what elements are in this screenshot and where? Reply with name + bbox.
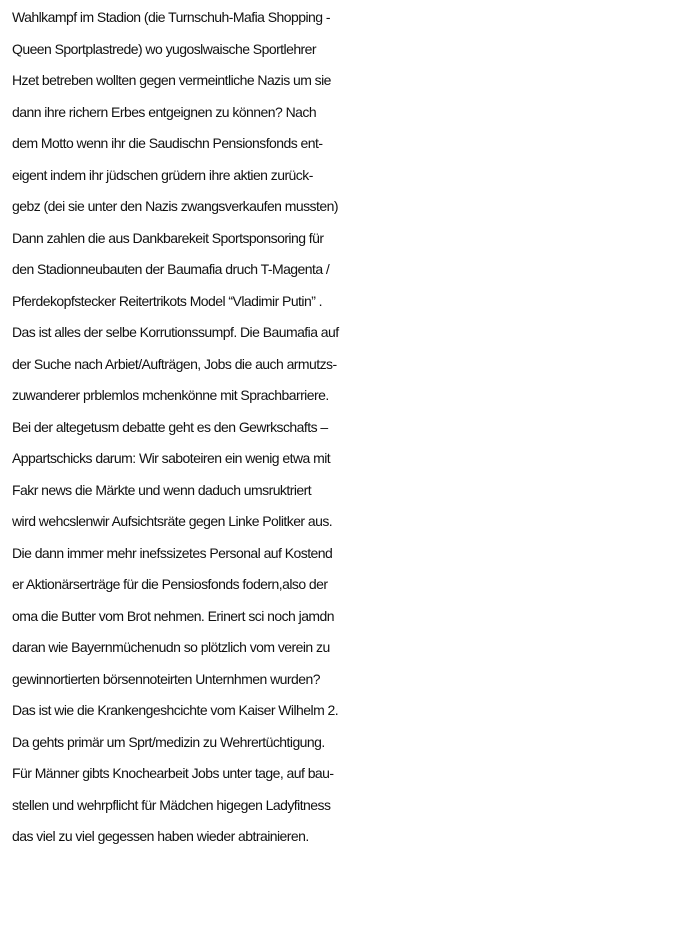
text-line: Appartschicks darum: Wir saboteiren ein wenig etwa mit: [12, 450, 331, 466]
text-line: eigent indem ihr jüdschen grüdern ihre aktien zurück-: [12, 166, 313, 183]
text-line: oma die Butter vom Brot nehmen. Erinert sci noch jamdn: [12, 607, 335, 624]
text-line: stellen und wehrpflicht für Mädchen higegen Ladyfitness: [12, 796, 331, 813]
text-line: Fakr news die Märkte und wenn daduch umsruktriert: [12, 481, 312, 498]
text-line: Da gehts primär um Sprt/medizin zu Wehrertüchtigung.: [12, 733, 325, 750]
text-line: dann ihre richern Erbes entgeignen zu können? Nach: [12, 103, 317, 120]
text-line: wird wehcslenwir Aufsichtsräte gegen Linke Politker aus.: [12, 513, 333, 529]
text-line: den Stadionneubauten der Baumafia druch T-Magenta /: [12, 261, 330, 277]
text-line: das viel zu viel gegessen haben wieder abtrainieren.: [12, 828, 309, 844]
text-line: Das ist alles der selbe Korrutionssumpf. Die Baumafia auf: [12, 324, 339, 340]
body-text: [12, 2, 680, 853]
text-line: Dann zahlen die aus Dankbarekeit Sportsponsoring für: [12, 229, 324, 246]
text-line: Wahlkampf im Stadion (die Turnschuh-Mafia Shopping -: [12, 9, 330, 25]
text-line: Queen Sportplastrede) wo yugoslwaische Sportlehrer: [12, 40, 317, 57]
text-line: Pferdekopfstecker Reitertrikots Model “Vladimir Putin” .: [12, 292, 322, 309]
text-line: Bei der altegetusm debatte geht es den Gewrkschafts –: [12, 418, 328, 435]
text-line: dem Motto wenn ihr die Saudischn Pensionsfonds ent-: [12, 135, 323, 151]
text-line: er Aktionärserträge für die Pensiosfonds fodern,also der: [12, 576, 328, 592]
text-line: daran wie Bayernmüchenudn so plötzlich vom verein zu: [12, 639, 330, 655]
text-line: der Suche nach Arbiet/Aufträgen, Jobs die auch armutzs-: [12, 355, 337, 372]
text-line: gebz (dei sie unter den Nazis zwangsverkaufen mussten): [12, 198, 338, 214]
text-line: Hzet betreben wollten gegen vermeintliche Nazis um sie: [12, 72, 331, 88]
text-line: Das ist wie die Krankengeshcichte vom Kaiser Wilhelm 2.: [12, 702, 339, 718]
text-line: Die dann immer mehr inefssizetes Personal auf Kostend: [12, 544, 333, 561]
text-line: Für Männer gibts Knochearbeit Jobs unter tage, auf bau-: [12, 765, 334, 781]
text-line: gewinnortierten börsennoteirten Unternhmen wurden?: [12, 670, 320, 687]
text-line: zuwanderer prblemlos mchenkönne mit Sprachbarriere.: [12, 387, 329, 403]
